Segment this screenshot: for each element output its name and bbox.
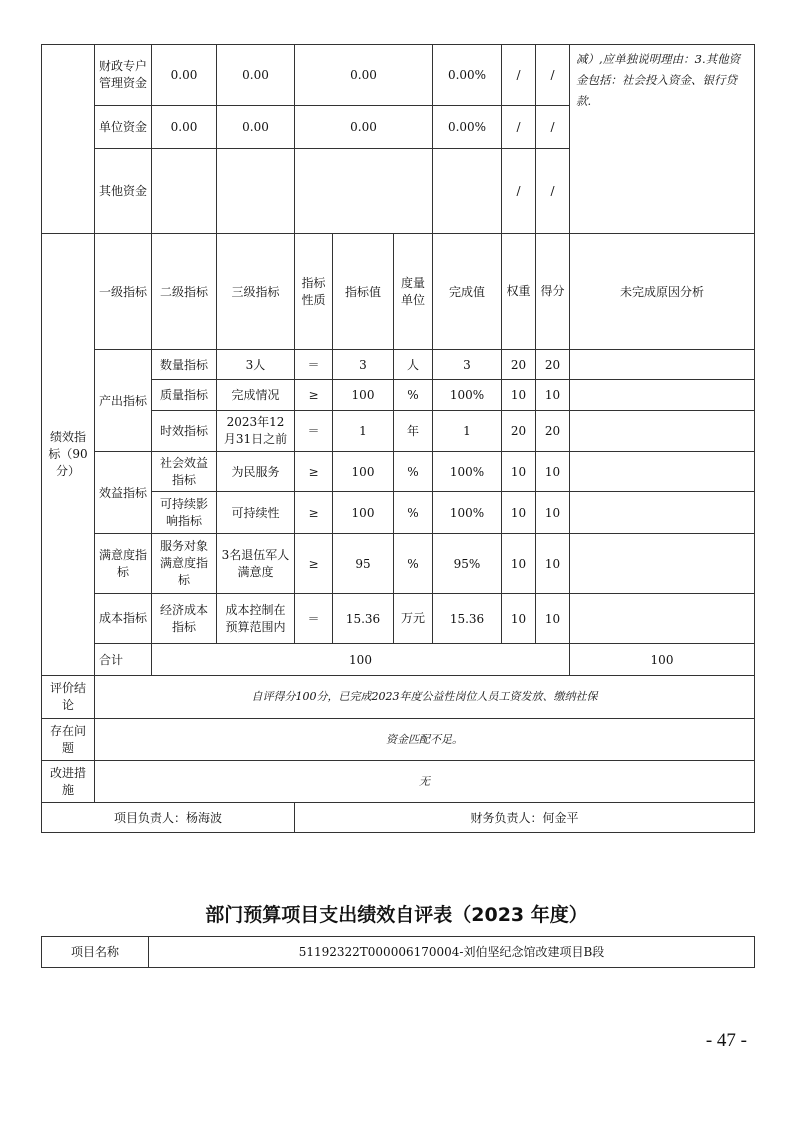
score-cell: 10 bbox=[536, 452, 570, 492]
group-cost: 成本指标 bbox=[95, 594, 152, 644]
fund-value: 0.00 bbox=[152, 45, 217, 106]
score-cell: 20 bbox=[536, 350, 570, 380]
signer-row bbox=[42, 803, 755, 833]
actual-cell: 100% bbox=[433, 452, 502, 492]
fund-row bbox=[42, 45, 755, 106]
group-satisfaction: 满意度指标 bbox=[95, 534, 152, 594]
fund-weight: / bbox=[502, 106, 536, 149]
score-cell: 10 bbox=[536, 380, 570, 411]
total-score: 100 bbox=[570, 644, 755, 676]
reason-cell bbox=[570, 594, 755, 644]
project-name-row bbox=[42, 937, 755, 968]
target-cell: 100 bbox=[333, 452, 394, 492]
header-level1: 一级指标 bbox=[95, 234, 152, 350]
l2-cell: 服务对象满意度指标 bbox=[152, 534, 217, 594]
actual-cell: 100% bbox=[433, 380, 502, 411]
actual-cell: 15.36 bbox=[433, 594, 502, 644]
header-actual: 完成值 bbox=[433, 234, 502, 350]
improve-row bbox=[42, 761, 755, 803]
fund-value: 0.00 bbox=[152, 106, 217, 149]
improve-label: 改进措施 bbox=[42, 761, 95, 803]
weight-cell: 20 bbox=[502, 411, 536, 452]
issues-text: 资金匹配不足。 bbox=[95, 719, 755, 761]
unit-cell: % bbox=[394, 534, 433, 594]
fund-label: 其他资金 bbox=[95, 149, 152, 234]
nature-cell: ≥ bbox=[295, 380, 333, 411]
fund-value bbox=[152, 149, 217, 234]
weight-cell: 20 bbox=[502, 350, 536, 380]
fund-label: 财政专户管理资金 bbox=[95, 45, 152, 106]
fund-rate bbox=[433, 149, 502, 234]
fund-score: / bbox=[536, 149, 570, 234]
l3-cell: 可持续性 bbox=[217, 492, 295, 534]
fund-rate: 0.00% bbox=[433, 106, 502, 149]
nature-cell: ＝ bbox=[295, 350, 333, 380]
total-weight: 100 bbox=[152, 644, 570, 676]
perf-group-label: 绩效指标（90分） bbox=[42, 234, 95, 676]
perf-row bbox=[42, 350, 755, 380]
header-target: 指标值 bbox=[333, 234, 394, 350]
fund-rate: 0.00% bbox=[433, 45, 502, 106]
project-name-value: 51192322T000006170004-刘伯坚纪念馆改建项目B段 bbox=[149, 937, 755, 968]
nature-cell: ＝ bbox=[295, 594, 333, 644]
weight-cell: 10 bbox=[502, 492, 536, 534]
finance-lead: 财务负责人：何金平 bbox=[295, 803, 755, 833]
score-cell: 20 bbox=[536, 411, 570, 452]
fund-value: 0.00 bbox=[295, 106, 433, 149]
project-name-table bbox=[41, 936, 755, 968]
issues-row bbox=[42, 719, 755, 761]
l2-cell: 可持续影响指标 bbox=[152, 492, 217, 534]
l3-cell: 为民服务 bbox=[217, 452, 295, 492]
project-lead: 项目负责人：杨海波 bbox=[42, 803, 295, 833]
weight-cell: 10 bbox=[502, 534, 536, 594]
evaluation-row bbox=[42, 676, 755, 719]
evaluation-text: 自评得分100分，已完成2023年度公益性岗位人员工资发放、缴纳社保 bbox=[95, 676, 755, 719]
perf-row bbox=[42, 534, 755, 594]
perf-row bbox=[42, 452, 755, 492]
header-nature: 指标性质 bbox=[295, 234, 333, 350]
header-weight: 权重 bbox=[502, 234, 536, 350]
reason-cell bbox=[570, 492, 755, 534]
group-benefit: 效益指标 bbox=[95, 452, 152, 534]
l3-cell: 2023年12月31日之前 bbox=[217, 411, 295, 452]
fund-value: 0.00 bbox=[217, 45, 295, 106]
reason-cell bbox=[570, 411, 755, 452]
actual-cell: 1 bbox=[433, 411, 502, 452]
l3-cell: 成本控制在预算范围内 bbox=[217, 594, 295, 644]
header-level3: 三级指标 bbox=[217, 234, 295, 350]
total-row bbox=[42, 644, 755, 676]
total-label: 合计 bbox=[95, 644, 152, 676]
weight-cell: 10 bbox=[502, 380, 536, 411]
fund-note: 减）,应单独说明理由：3.其他资金包括：社会投入资金、银行贷款. bbox=[570, 45, 755, 234]
reason-cell bbox=[570, 534, 755, 594]
fund-value: 0.00 bbox=[217, 106, 295, 149]
fund-value bbox=[217, 149, 295, 234]
nature-cell: ≥ bbox=[295, 452, 333, 492]
l3-cell: 3人 bbox=[217, 350, 295, 380]
fund-score: / bbox=[536, 106, 570, 149]
l2-cell: 经济成本指标 bbox=[152, 594, 217, 644]
header-unit: 度量单位 bbox=[394, 234, 433, 350]
unit-cell: 年 bbox=[394, 411, 433, 452]
target-cell: 100 bbox=[333, 380, 394, 411]
reason-cell bbox=[570, 350, 755, 380]
next-table-title: 部门预算项目支出绩效自评表（2023 年度） bbox=[205, 904, 588, 926]
page-number: - 47 - bbox=[705, 1030, 747, 1051]
nature-cell: ＝ bbox=[295, 411, 333, 452]
unit-cell: % bbox=[394, 492, 433, 534]
target-cell: 1 bbox=[333, 411, 394, 452]
issues-label: 存在问题 bbox=[42, 719, 95, 761]
header-reason: 未完成原因分析 bbox=[570, 234, 755, 350]
actual-cell: 95% bbox=[433, 534, 502, 594]
performance-table bbox=[41, 44, 755, 833]
unit-cell: 万元 bbox=[394, 594, 433, 644]
fund-score: / bbox=[536, 45, 570, 106]
target-cell: 15.36 bbox=[333, 594, 394, 644]
fund-value bbox=[295, 149, 433, 234]
perf-row bbox=[42, 594, 755, 644]
header-score: 得分 bbox=[536, 234, 570, 350]
project-name-label: 项目名称 bbox=[42, 937, 149, 968]
weight-cell: 10 bbox=[502, 452, 536, 492]
actual-cell: 100% bbox=[433, 492, 502, 534]
fund-value: 0.00 bbox=[295, 45, 433, 106]
fund-weight: / bbox=[502, 45, 536, 106]
evaluation-label: 评价结论 bbox=[42, 676, 95, 719]
l2-cell: 质量指标 bbox=[152, 380, 217, 411]
l2-cell: 数量指标 bbox=[152, 350, 217, 380]
target-cell: 95 bbox=[333, 534, 394, 594]
group-output: 产出指标 bbox=[95, 350, 152, 452]
unit-cell: % bbox=[394, 452, 433, 492]
target-cell: 3 bbox=[333, 350, 394, 380]
reason-cell bbox=[570, 452, 755, 492]
nature-cell: ≥ bbox=[295, 534, 333, 594]
l3-cell: 3名退伍军人满意度 bbox=[217, 534, 295, 594]
actual-cell: 3 bbox=[433, 350, 502, 380]
score-cell: 10 bbox=[536, 534, 570, 594]
target-cell: 100 bbox=[333, 492, 394, 534]
header-level2: 二级指标 bbox=[152, 234, 217, 350]
weight-cell: 10 bbox=[502, 594, 536, 644]
perf-header-row bbox=[42, 234, 755, 350]
reason-cell bbox=[570, 380, 755, 411]
fund-label: 单位资金 bbox=[95, 106, 152, 149]
l3-cell: 完成情况 bbox=[217, 380, 295, 411]
l2-cell: 时效指标 bbox=[152, 411, 217, 452]
unit-cell: 人 bbox=[394, 350, 433, 380]
improve-text: 无 bbox=[95, 761, 755, 803]
nature-cell: ≥ bbox=[295, 492, 333, 534]
score-cell: 10 bbox=[536, 594, 570, 644]
fund-weight: / bbox=[502, 149, 536, 234]
fund-group-cell bbox=[42, 45, 95, 234]
score-cell: 10 bbox=[536, 492, 570, 534]
unit-cell: % bbox=[394, 380, 433, 411]
l2-cell: 社会效益指标 bbox=[152, 452, 217, 492]
